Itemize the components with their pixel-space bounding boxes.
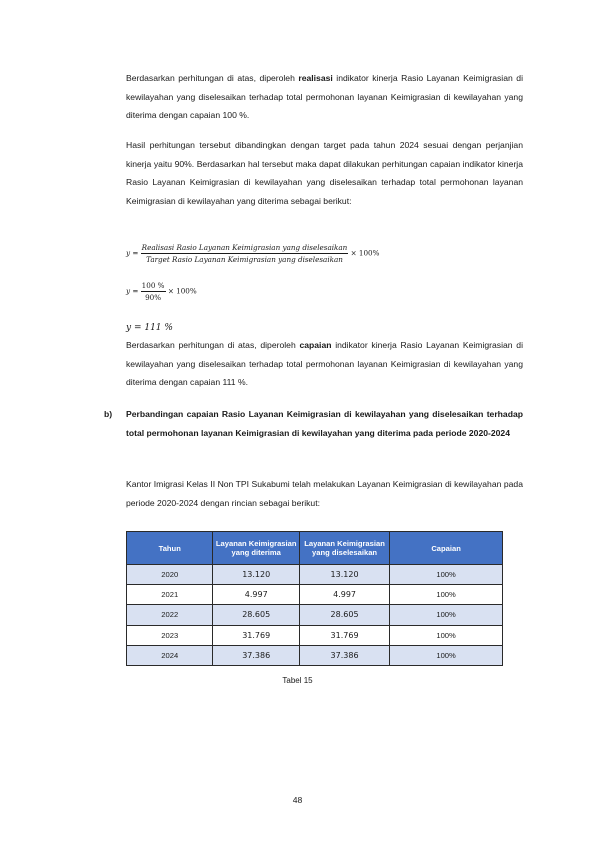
text: Berdasarkan perhitungan di atas, diperoleh bbox=[126, 340, 300, 350]
paragraph-capaian bbox=[126, 336, 523, 392]
bold-text: capaian bbox=[299, 340, 332, 350]
fraction-denominator: 90% bbox=[145, 293, 162, 302]
table-cell: 2023 bbox=[127, 625, 213, 645]
table-cell: 2024 bbox=[127, 645, 213, 665]
formula-rhs: × 100% bbox=[350, 248, 380, 258]
formula-values bbox=[126, 281, 197, 302]
table-cell: 31.769 bbox=[299, 625, 389, 645]
formula-rhs: × 100% bbox=[167, 286, 197, 296]
fraction-denominator: Target Rasio Layanan Keimigrasian yang diselesaikan bbox=[146, 255, 343, 264]
table-row bbox=[127, 645, 503, 665]
fraction bbox=[141, 243, 349, 264]
table-cell: 2021 bbox=[127, 585, 213, 605]
table-cell: 13.120 bbox=[299, 565, 389, 585]
page-number: 48 bbox=[292, 795, 303, 805]
table-cell: 31.769 bbox=[213, 625, 299, 645]
column-header: Capaian bbox=[390, 532, 503, 565]
data-table bbox=[126, 531, 503, 666]
list-marker: b) bbox=[104, 409, 113, 419]
paragraph-realisasi bbox=[126, 69, 523, 125]
table-cell: 28.605 bbox=[213, 605, 299, 625]
table-cell: 13.120 bbox=[213, 565, 299, 585]
table-cell: 100% bbox=[390, 585, 503, 605]
table-cell: 100% bbox=[390, 645, 503, 665]
column-header: Layanan Keimigrasian yang diterima bbox=[213, 532, 299, 565]
table-cell: 28.605 bbox=[299, 605, 389, 625]
table-caption: Tabel 15 bbox=[282, 676, 313, 685]
table-row bbox=[127, 625, 503, 645]
table-cell: 100% bbox=[390, 605, 503, 625]
paragraph-target: Hasil perhitungan tersebut dibandingkan dengan target pada tahun 2024 sesuai dengan perjanjian kinerja yaitu 90%. Berdasarkan hal tersebut maka dapat dilakukan perhitungan capaian indikator kinerja Rasio Layanan Keimigrasian di kewilayahan yang diselesaikan terhadap total permohonan layanan Keimigrasian di kewilayahan yang diterima sebagai berikut: bbox=[126, 140, 523, 206]
formula-lhs: y = bbox=[126, 286, 139, 296]
text: indikator kinerja Rasio Layanan Keimigrasian di kewilayahan yang diselesaikan terhadap total permohonan layanan Keimigrasian di kewilayahan yang diterima dengan capaian 100 %. bbox=[126, 73, 523, 120]
formula-ratio bbox=[126, 243, 379, 264]
table-cell: 100% bbox=[390, 565, 503, 585]
column-header: Layanan Keimigrasian yang diselesaikan bbox=[299, 532, 389, 565]
formula-lhs: y = bbox=[126, 248, 139, 258]
table-header-row bbox=[127, 532, 503, 565]
table-cell: 37.386 bbox=[213, 645, 299, 665]
table-cell: 4.997 bbox=[299, 585, 389, 605]
bold-text: realisasi bbox=[298, 73, 333, 83]
table-row bbox=[127, 565, 503, 585]
table-cell: 37.386 bbox=[299, 645, 389, 665]
column-header: Tahun bbox=[127, 532, 213, 565]
table-row bbox=[127, 585, 503, 605]
fraction-numerator: Realisasi Rasio Layanan Keimigrasian yang diselesaikan bbox=[141, 243, 348, 252]
fraction bbox=[141, 281, 166, 302]
fraction-numerator: 100 % bbox=[141, 281, 165, 290]
text: indikator kinerja Rasio Layanan Keimigrasian di kewilayahan yang diselesaikan terhadap total permohonan layanan Keimigrasian di kewilayahan yang diterima dengan capaian 111 %. bbox=[126, 340, 523, 387]
table-row bbox=[127, 605, 503, 625]
table-cell: 4.997 bbox=[213, 585, 299, 605]
table-cell: 100% bbox=[390, 625, 503, 645]
table-cell: 2020 bbox=[127, 565, 213, 585]
formula-result: y = 111 % bbox=[126, 323, 173, 333]
paragraph-rincian: Kantor Imigrasi Kelas II Non TPI Sukabumi telah melakukan Layanan Keimigrasian di kewilayahan pada periode 2020-2024 dengan rincian sebagai berikut: bbox=[126, 479, 523, 508]
table-cell: 2022 bbox=[127, 605, 213, 625]
section-heading: Perbandingan capaian Rasio Layanan Keimigrasian di kewilayahan yang diselesaikan terhadap total permohonan layanan Keimigrasian di kewilayahan yang diterima pada periode 2020-2024 bbox=[126, 409, 523, 438]
text: Berdasarkan perhitungan di atas, diperoleh bbox=[126, 73, 299, 83]
